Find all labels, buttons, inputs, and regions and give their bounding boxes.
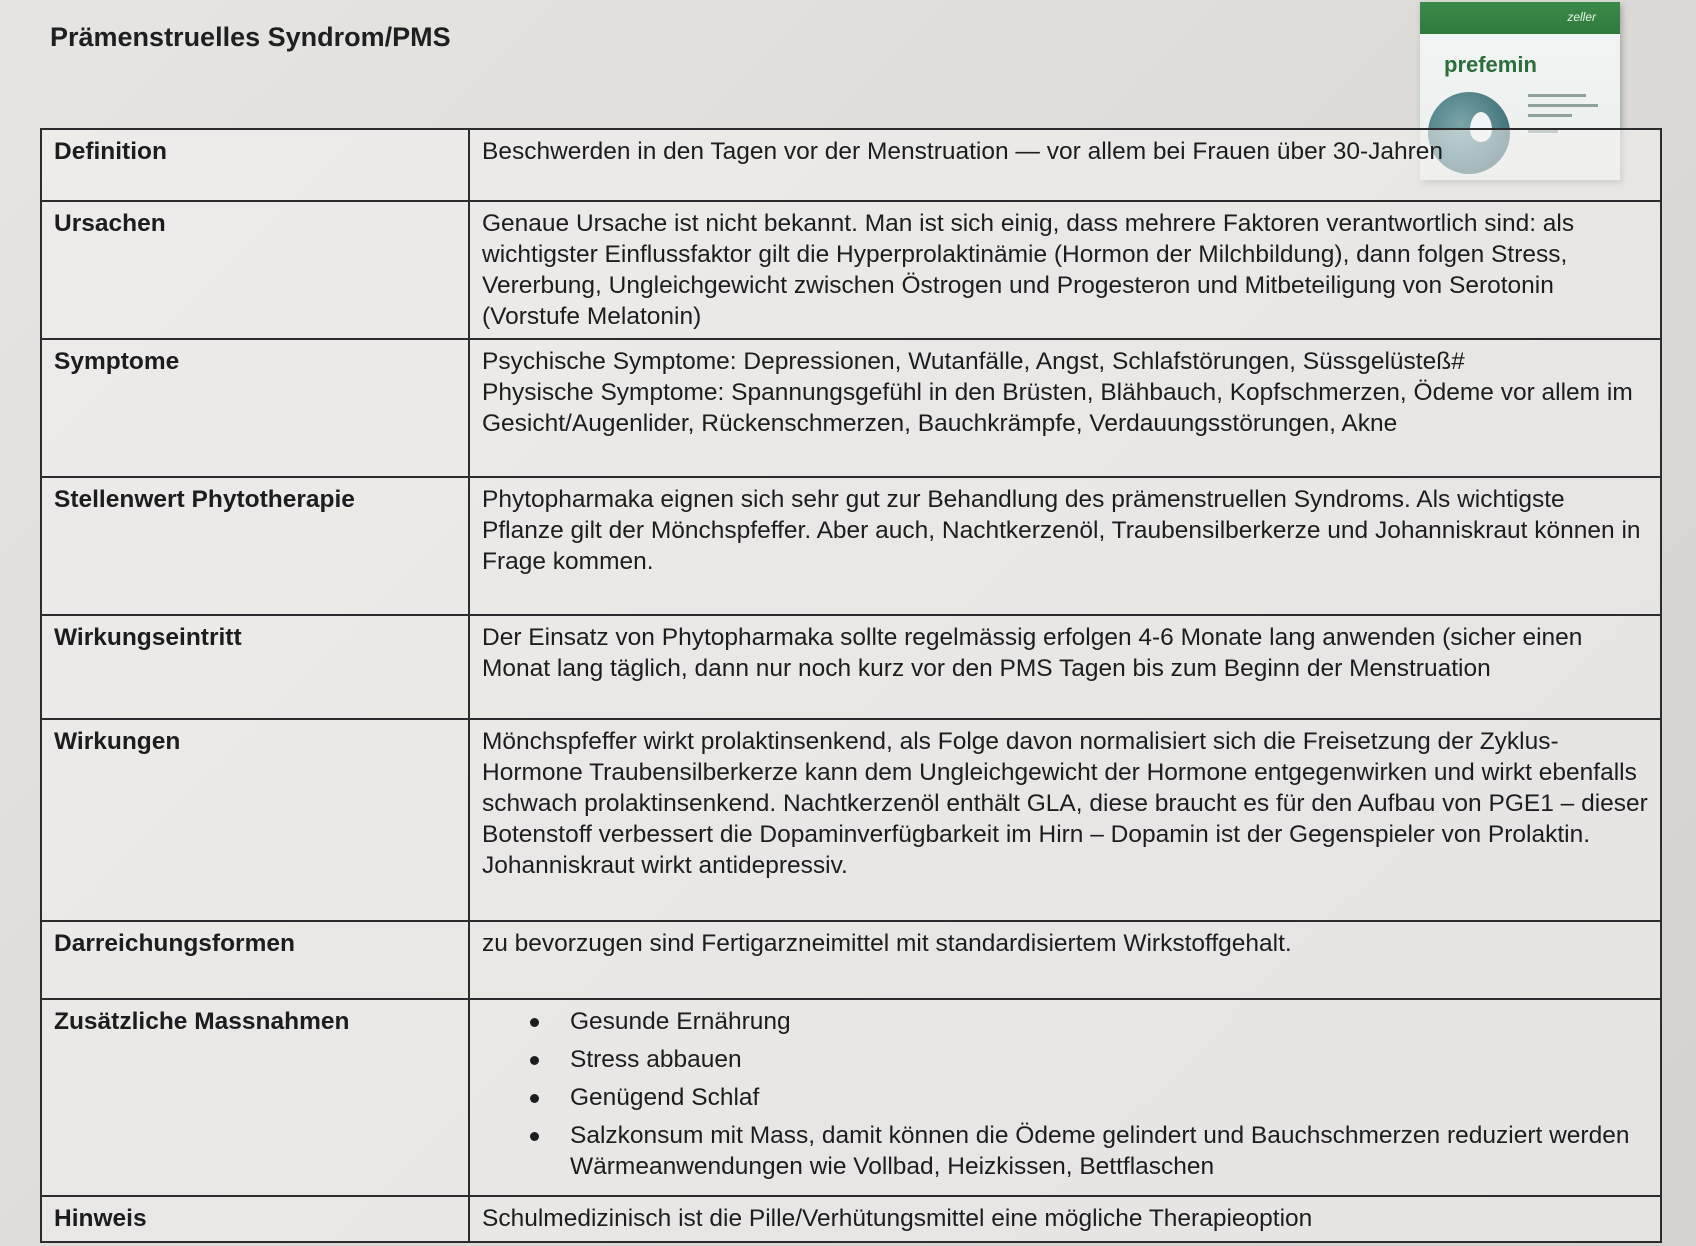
package-top-band [1420,2,1620,34]
table-row [41,129,1661,201]
table-row [41,201,1661,339]
row-label: Wirkungen [41,719,469,921]
list-item: Salzkonsum mit Mass, damit können die Ödeme gelindert und Bauchschmerzen reduziert werden Wärmeanwendungen wie Vollbad, Heizkissen, Bettflaschen [570,1120,1648,1182]
row-content: Genaue Ursache ist nicht bekannt. Man ist sich einig, dass mehrere Faktoren verantwortlich sind: als wichtigster Einflussfaktor gilt die Hyperprolaktinämie (Hormon der Milchbildung), dann folgen Stress, Vererbung, Ungleichgewicht zwischen Östrogen und Progesteron und Mitbeteiligung von Serotonin (Vorstufe Melatonin) [469,201,1661,339]
symptoms-psychic: Psychische Symptome: Depressionen, Wutanfälle, Angst, Schlafstörungen, Süssgelüsteß# [482,348,1465,375]
table-row [41,719,1661,921]
list-item: Gesunde Ernährung [570,1006,1648,1037]
page-title: Prämenstruelles Syndrom/PMS [50,22,451,52]
package-text-line [1528,104,1598,107]
row-label: Zusätzliche Massnahmen [41,999,469,1196]
row-label: Stellenwert Phytotherapie [41,477,469,615]
table-row [41,999,1661,1196]
row-label: Definition [41,129,469,201]
table-row [41,477,1661,615]
table-row [41,615,1661,719]
row-content: Phytopharmaka eignen sich sehr gut zur Behandlung des prämenstruellen Syndroms. Als wichtigste Pflanze gilt der Mönchspfeffer. Aber auch, Nachtkerzenöl, Traubensilberkerze und Johanniskraut können in Frage kommen. [469,477,1661,615]
table-row [41,921,1661,999]
list-item: Genügend Schlaf [570,1082,1648,1113]
row-content: Mönchspfeffer wirkt prolaktinsenkend, als Folge davon normalisiert sich die Freisetzung der Zyklus-Hormone Traubensilberkerze kann dem Ungleichgewicht der Hormone entgegenwirken und wirkt ebenfalls schwach prolaktinsenkend. Nachtkerzenöl enthält GLA, diese braucht es für den Aufbau von PGE1 – dieser Botenstoff verbessert die Dopaminverfügbarkeit im Hirn – Dopamin ist der Gegenspieler von Prolaktin. Johanniskraut wirkt antidepressiv. [469,719,1661,921]
row-content [469,999,1661,1196]
package-text-line [1528,114,1572,117]
table-row [41,1196,1661,1242]
package-brand-label: prefemin [1444,52,1537,77]
package-text-line [1528,94,1586,97]
table-row [41,339,1661,477]
measures-list [482,1006,1648,1182]
row-label: Wirkungseintritt [41,615,469,719]
row-label: Symptome [41,339,469,477]
row-content [469,339,1661,477]
row-content: Schulmedizinisch ist die Pille/Verhütungsmittel eine mögliche Therapieoption [469,1196,1661,1242]
row-content: Der Einsatz von Phytopharmaka sollte regelmässig erfolgen 4-6 Monate lang anwenden (sicher einen Monat lang täglich, dann nur noch kurz vor den PMS Tagen bis zum Beginn der Menstruation [469,615,1661,719]
row-label: Darreichungsformen [41,921,469,999]
row-label: Ursachen [41,201,469,339]
symptoms-physical: Physische Symptome: Spannungsgefühl in den Brüsten, Blähbauch, Kopfschmerzen, Ödeme vor allem im Gesicht/Augenlider, Rückenschmerzen, Bauchkrämpfe, Verdauungsstörungen, Akne [482,379,1633,437]
row-content: zu bevorzugen sind Fertigarzneimittel mit standardisiertem Wirkstoffgehalt. [469,921,1661,999]
pms-info-table [40,128,1662,1243]
package-maker-label: zeller [1567,10,1596,24]
row-label: Hinweis [41,1196,469,1242]
row-content: Beschwerden in den Tagen vor der Menstruation — vor allem bei Frauen über 30-Jahren [469,129,1661,201]
list-item: Stress abbauen [570,1044,1648,1075]
